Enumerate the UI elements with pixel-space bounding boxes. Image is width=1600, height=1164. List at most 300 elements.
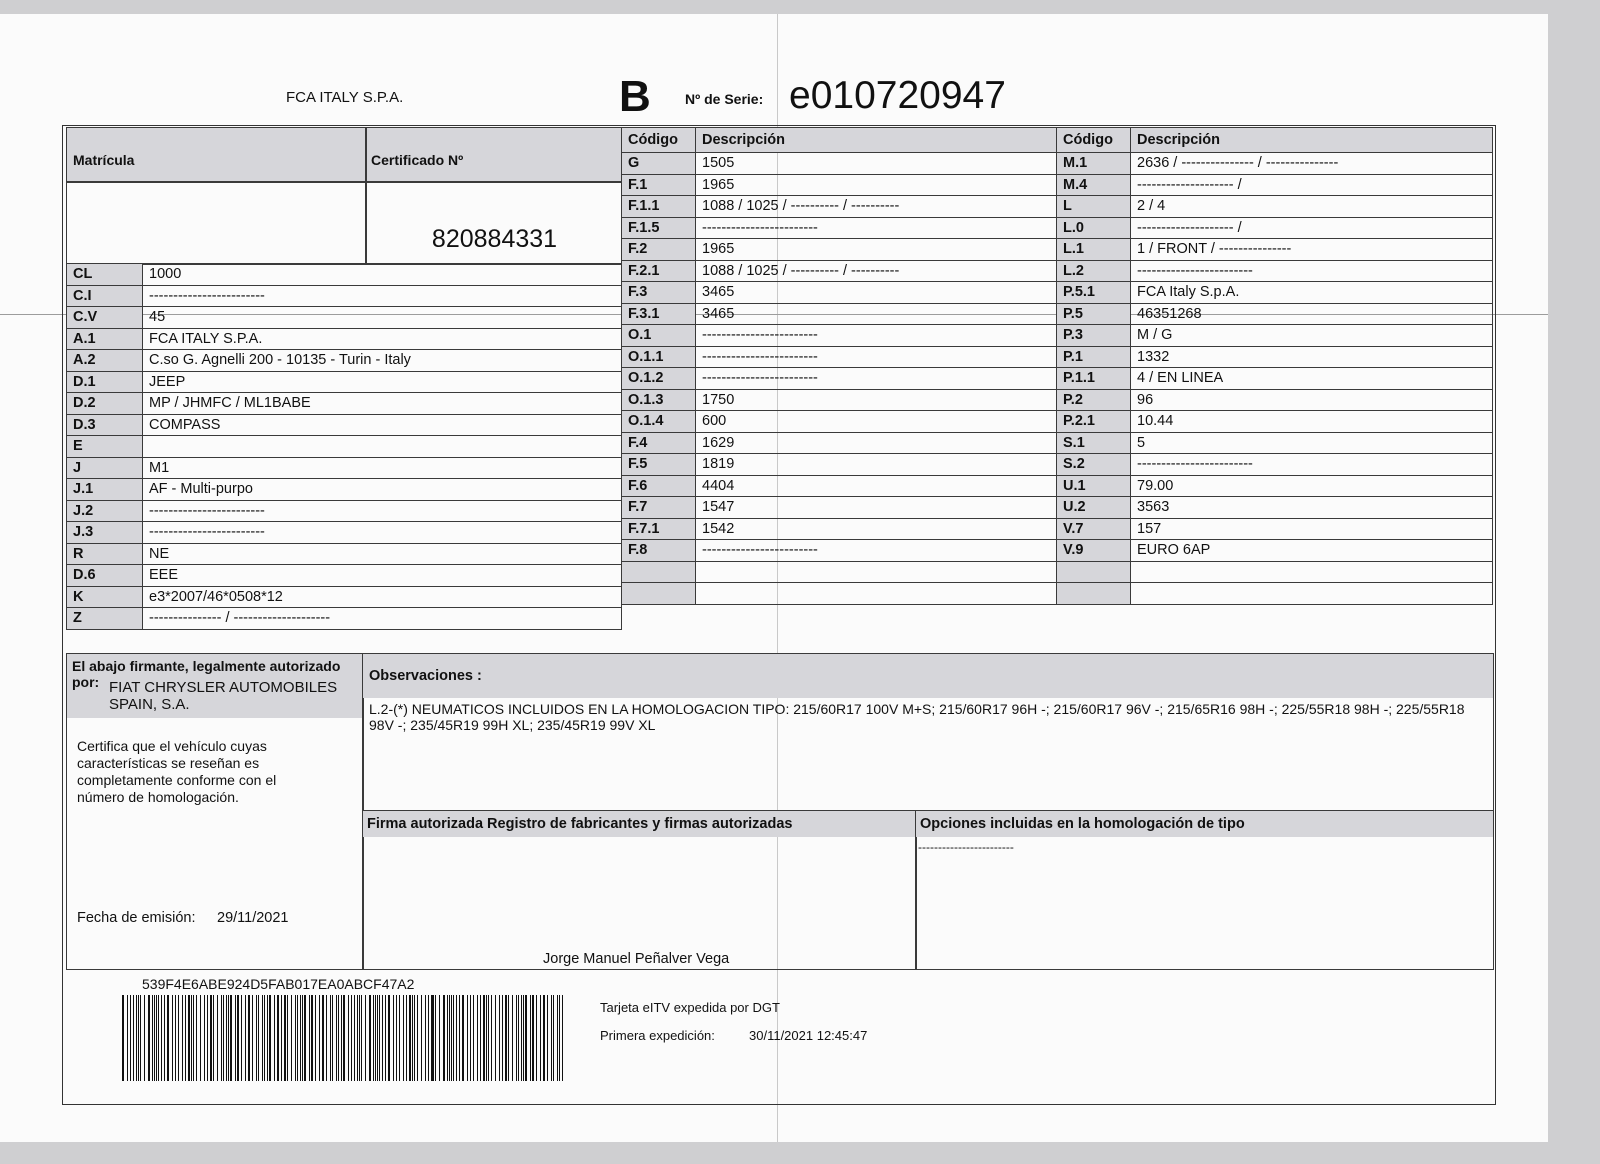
barcode-bar xyxy=(523,995,524,1081)
barcode-bar xyxy=(230,995,231,1081)
firma-name: Jorge Manuel Peñalver Vega xyxy=(543,951,730,967)
barcode-bar xyxy=(154,995,155,1081)
barcode-bar xyxy=(217,995,218,1081)
opciones-label: Opciones incluidas en la homologación de tipo xyxy=(920,816,1245,832)
mid-value-cell: 3465 xyxy=(696,282,1057,304)
left-code-cell: D.1 xyxy=(67,371,143,393)
mid-value-cell: 1542 xyxy=(696,518,1057,540)
barcode-bar xyxy=(495,995,496,1081)
right-value-cell: 2 / 4 xyxy=(1131,196,1493,218)
barcode-bar xyxy=(256,995,257,1081)
right-row xyxy=(1057,260,1493,282)
left-value-cell: COMPASS xyxy=(143,414,622,436)
barcode-bar xyxy=(502,995,503,1081)
mid-row xyxy=(622,303,1057,325)
right-code-cell: V.9 xyxy=(1057,540,1131,562)
left-value-cell: NE xyxy=(143,543,622,565)
right-value-cell: 10.44 xyxy=(1131,411,1493,433)
barcode-bar xyxy=(191,995,192,1081)
barcode-bar xyxy=(207,995,208,1081)
mid-row xyxy=(622,239,1057,261)
barcode-bar xyxy=(428,995,429,1081)
left-code-cell: J.3 xyxy=(67,522,143,544)
barcode-bar xyxy=(149,995,150,1081)
right-code-cell xyxy=(1057,561,1131,583)
barcode-bar xyxy=(488,995,489,1081)
left-code-cell: D.2 xyxy=(67,393,143,415)
barcode-bar xyxy=(432,995,433,1081)
barcode-bar xyxy=(365,995,366,1081)
barcode-bar xyxy=(343,995,345,1081)
left-code-cell: A.1 xyxy=(67,328,143,350)
right-code-cell: P.5 xyxy=(1057,303,1131,325)
barcode-bar xyxy=(144,995,145,1081)
mid-row xyxy=(622,583,1057,605)
barcode xyxy=(122,995,565,1081)
left-code-cell: Z xyxy=(67,608,143,630)
firma-label: Firma autorizada Registro de fabricantes y firmas autorizadas xyxy=(367,816,793,832)
left-code-cell: D.3 xyxy=(67,414,143,436)
right-code-cell: V.7 xyxy=(1057,518,1131,540)
mid-code-cell: F.2 xyxy=(622,239,696,261)
barcode-bar xyxy=(477,995,478,1081)
barcode-bar xyxy=(248,995,250,1081)
barcode-bar xyxy=(330,995,331,1081)
mid-code-cell: F.3.1 xyxy=(622,303,696,325)
mid-code-cell: O.1 xyxy=(622,325,696,347)
left-code-cell: C.V xyxy=(67,307,143,329)
barcode-bar xyxy=(332,995,333,1081)
left-row xyxy=(67,285,622,307)
barcode-bar xyxy=(406,995,407,1081)
mid-value-cell: 1629 xyxy=(696,432,1057,454)
right-code-cell xyxy=(1057,583,1131,605)
barcode-bar xyxy=(521,995,522,1081)
barcode-bar xyxy=(338,995,339,1081)
right-code-cell: S.2 xyxy=(1057,454,1131,476)
barcode-bar xyxy=(444,995,445,1081)
mid-value-cell: 3465 xyxy=(696,303,1057,325)
mid-code-cell: F.2.1 xyxy=(622,260,696,282)
right-code-cell: L xyxy=(1057,196,1131,218)
mid-value-cell: 1547 xyxy=(696,497,1057,519)
matricula-label: Matrícula xyxy=(73,152,135,168)
barcode-bar xyxy=(388,995,390,1081)
barcode-bar xyxy=(425,995,426,1081)
mid-row xyxy=(622,475,1057,497)
barcode-bar xyxy=(200,995,201,1081)
opciones-value: ------------------------ xyxy=(918,840,1014,854)
barcode-bar xyxy=(553,995,554,1081)
barcode-bar xyxy=(140,995,141,1081)
mid-value-cell: 1965 xyxy=(696,174,1057,196)
mid-row xyxy=(622,454,1057,476)
issuer-name: FCA ITALY S.P.A. xyxy=(286,89,404,106)
right-value-cell: ------------------------ xyxy=(1131,260,1493,282)
opciones-box xyxy=(915,810,1494,970)
right-code-cell: L.1 xyxy=(1057,239,1131,261)
left-code-cell: C.I xyxy=(67,285,143,307)
mid-value-cell: ------------------------ xyxy=(696,325,1057,347)
left-value-cell: e3*2007/46*0508*12 xyxy=(143,586,622,608)
right-row xyxy=(1057,583,1493,605)
barcode-bar xyxy=(172,995,173,1081)
right-row xyxy=(1057,325,1493,347)
right-value-cell: FCA Italy S.p.A. xyxy=(1131,282,1493,304)
left-row xyxy=(67,436,622,458)
observaciones-label: Observaciones : xyxy=(369,668,482,684)
right-code-cell: U.2 xyxy=(1057,497,1131,519)
mid-row xyxy=(622,518,1057,540)
barcode-bar xyxy=(245,995,246,1081)
right-code-cell: S.1 xyxy=(1057,432,1131,454)
barcode-bar xyxy=(226,995,227,1081)
barcode-bar xyxy=(204,995,205,1081)
right-code-cell: P.2 xyxy=(1057,389,1131,411)
barcode-bar xyxy=(300,995,301,1081)
barcode-bar xyxy=(274,995,275,1081)
mid-code-cell: F.1.5 xyxy=(622,217,696,239)
mid-row xyxy=(622,282,1057,304)
barcode-bar xyxy=(341,995,342,1081)
left-row xyxy=(67,565,622,587)
left-code-cell: D.6 xyxy=(67,565,143,587)
barcode-bar xyxy=(136,995,137,1081)
barcode-bar xyxy=(319,995,320,1081)
left-row xyxy=(67,328,622,350)
left-value-cell xyxy=(143,436,622,458)
mid-row xyxy=(622,411,1057,433)
barcode-bar xyxy=(512,995,513,1081)
barcode-bar xyxy=(379,995,380,1081)
barcode-bar xyxy=(459,995,461,1081)
firma-box xyxy=(362,810,917,970)
barcode-bar xyxy=(188,995,190,1081)
left-code-cell: A.2 xyxy=(67,350,143,372)
barcode-bar xyxy=(449,995,450,1081)
left-value-cell: FCA ITALY S.P.A. xyxy=(143,328,622,350)
barcode-bar xyxy=(213,995,214,1081)
right-row xyxy=(1057,454,1493,476)
barcode-bar xyxy=(354,995,355,1081)
barcode-bar xyxy=(382,995,383,1081)
right-code-cell: L.0 xyxy=(1057,217,1131,239)
barcode-bar xyxy=(443,995,444,1081)
barcode-bar xyxy=(138,995,139,1081)
barcode-bar xyxy=(357,995,358,1081)
mid-row xyxy=(622,540,1057,562)
barcode-bar xyxy=(297,995,298,1081)
mid-value-cell: 1965 xyxy=(696,239,1057,261)
barcode-bar xyxy=(543,995,545,1081)
mid-code-cell: G xyxy=(622,153,696,175)
barcode-bar xyxy=(252,995,253,1081)
barcode-bar xyxy=(231,995,232,1081)
certificado-number: 820884331 xyxy=(431,225,558,253)
barcode-bar xyxy=(262,995,264,1081)
right-code-cell: P.2.1 xyxy=(1057,411,1131,433)
left-row xyxy=(67,350,622,372)
barcode-bar xyxy=(235,995,236,1081)
barcode-bar xyxy=(322,995,324,1081)
barcode-bar xyxy=(269,995,271,1081)
right-row xyxy=(1057,368,1493,390)
barcode-bar xyxy=(285,995,286,1081)
left-value-cell: ------------------------ xyxy=(143,500,622,522)
barcode-bar xyxy=(311,995,313,1081)
right-row xyxy=(1057,153,1493,175)
tarjeta-text: Tarjeta eITV expedida por DGT xyxy=(600,1000,780,1015)
mid-value-cell: ------------------------ xyxy=(696,217,1057,239)
right-value-cell: -------------------- / xyxy=(1131,217,1493,239)
right-value-cell: 1 / FRONT / --------------- xyxy=(1131,239,1493,261)
barcode-bar xyxy=(421,995,422,1081)
right-value-cell: EURO 6AP xyxy=(1131,540,1493,562)
right-row xyxy=(1057,497,1493,519)
primera-expedicion-value: 30/11/2021 12:45:47 xyxy=(749,1028,868,1043)
mid-code-cell: F.3 xyxy=(622,282,696,304)
right-value-cell: -------------------- / xyxy=(1131,174,1493,196)
right-code-header: Código xyxy=(1057,128,1131,153)
barcode-bar xyxy=(221,995,222,1081)
barcode-bar xyxy=(451,995,452,1081)
barcode-bar xyxy=(264,995,265,1081)
observaciones-text: L.2-(*) NEUMATICOS INCLUIDOS EN LA HOMOLOGACION TIPO: 215/60R17 100V M+S; 215/60R17 96H -; 215/60R17 96V -; 215/65R16 98H -; 225/55R18 98H -; 225/55R18 98V -; 235/45R19 99H XL; 235/45R19 99V XL xyxy=(369,701,1465,733)
barcode-bar xyxy=(210,995,211,1081)
mid-value-cell: 1505 xyxy=(696,153,1057,175)
barcode-bar xyxy=(369,995,370,1081)
fecha-emision-label: Fecha de emisión: xyxy=(77,910,196,926)
barcode-bar xyxy=(361,995,362,1081)
mid-value-cell: 1750 xyxy=(696,389,1057,411)
left-code-cell: J xyxy=(67,457,143,479)
barcode-bar xyxy=(393,995,394,1081)
left-row xyxy=(67,457,622,479)
category-letter: B xyxy=(619,72,651,121)
mid-code-cell: F.7.1 xyxy=(622,518,696,540)
right-value-cell: 157 xyxy=(1131,518,1493,540)
barcode-bar xyxy=(148,995,149,1081)
barcode-bar xyxy=(164,995,166,1081)
left-value-cell: AF - Multi-purpo xyxy=(143,479,622,501)
left-code-cell: CL xyxy=(67,264,143,286)
mid-code-cell: O.1.1 xyxy=(622,346,696,368)
mid-row xyxy=(622,325,1057,347)
left-row xyxy=(67,500,622,522)
left-value-cell: M1 xyxy=(143,457,622,479)
right-row xyxy=(1057,217,1493,239)
document-hash: 539F4E6ABE924D5FAB017EA0ABCF47A2 xyxy=(142,976,415,992)
right-code-cell: P.3 xyxy=(1057,325,1131,347)
mid-value-cell: ------------------------ xyxy=(696,368,1057,390)
barcode-bar xyxy=(175,995,177,1081)
barcode-bar xyxy=(385,995,387,1081)
certificado-label: Certificado Nº xyxy=(371,152,464,168)
left-row xyxy=(67,522,622,544)
right-value-cell: 2636 / --------------- / --------------- xyxy=(1131,153,1493,175)
barcode-bar xyxy=(370,995,371,1081)
left-code-cell: J.2 xyxy=(67,500,143,522)
barcode-bar xyxy=(211,995,212,1081)
left-code-cell: K xyxy=(67,586,143,608)
barcode-bar xyxy=(559,995,560,1081)
right-row xyxy=(1057,518,1493,540)
left-row xyxy=(67,414,622,436)
serie-number: e010720947 xyxy=(789,74,1006,117)
serie-label: Nº de Serie: xyxy=(685,91,764,107)
left-row xyxy=(67,479,622,501)
barcode-bar xyxy=(284,995,285,1081)
right-row xyxy=(1057,475,1493,497)
barcode-bar xyxy=(182,995,183,1081)
mid-value-cell: ------------------------ xyxy=(696,540,1057,562)
barcode-bar xyxy=(267,995,268,1081)
barcode-bar xyxy=(351,995,352,1081)
signer-certifies-text: Certifica que el vehículo cuyas características se reseñan es completamente conforme con el número de homologación. xyxy=(77,738,277,805)
barcode-bar xyxy=(223,995,224,1081)
left-value-cell: EEE xyxy=(143,565,622,587)
mid-row xyxy=(622,174,1057,196)
mid-code-cell: F.7 xyxy=(622,497,696,519)
barcode-bar xyxy=(491,995,493,1081)
barcode-bar xyxy=(336,995,338,1081)
barcode-bar xyxy=(167,995,169,1081)
barcode-bar xyxy=(193,995,194,1081)
left-row xyxy=(67,371,622,393)
left-value-cell: MP / JHMFC / ML1BABE xyxy=(143,393,622,415)
barcode-bar xyxy=(518,995,519,1081)
barcode-bar xyxy=(414,995,415,1081)
mid-row xyxy=(622,432,1057,454)
barcode-bar xyxy=(309,995,310,1081)
barcode-bar xyxy=(562,995,563,1081)
right-row xyxy=(1057,196,1493,218)
primera-expedicion-label: Primera expedición: xyxy=(600,1028,715,1043)
right-row xyxy=(1057,282,1493,304)
barcode-bar xyxy=(237,995,239,1081)
barcode-bar xyxy=(530,995,531,1081)
barcode-bar xyxy=(127,995,128,1081)
barcode-bar xyxy=(291,995,292,1081)
barcode-bar xyxy=(161,995,162,1081)
left-row xyxy=(67,307,622,329)
document-sheet xyxy=(0,14,1548,1142)
mid-row xyxy=(622,389,1057,411)
left-value-cell: C.so G. Agnelli 200 - 10135 - Turin - Italy xyxy=(143,350,622,372)
mid-value-cell: 1088 / 1025 / ---------- / ---------- xyxy=(696,196,1057,218)
barcode-bar xyxy=(152,995,153,1081)
right-value-cell: M / G xyxy=(1131,325,1493,347)
left-code-cell: J.1 xyxy=(67,479,143,501)
barcode-bar xyxy=(133,995,134,1081)
left-value-cell: ------------------------ xyxy=(143,285,622,307)
signer-name-line1: FIAT CHRYSLER AUTOMOBILES xyxy=(109,679,338,696)
barcode-bar xyxy=(447,995,448,1081)
mid-value-cell xyxy=(696,561,1057,583)
registration-header xyxy=(67,128,622,181)
barcode-bar xyxy=(480,995,481,1081)
barcode-bar xyxy=(287,995,288,1081)
mid-row xyxy=(622,346,1057,368)
barcode-bar xyxy=(359,995,360,1081)
mid-row xyxy=(622,153,1057,175)
barcode-bar xyxy=(417,995,419,1081)
barcode-bar xyxy=(258,995,259,1081)
mid-row xyxy=(622,561,1057,583)
barcode-bar xyxy=(409,995,411,1081)
left-code-cell: E xyxy=(67,436,143,458)
right-value-cell: ------------------------ xyxy=(1131,454,1493,476)
right-value-cell xyxy=(1131,583,1493,605)
mid-code-header: Código xyxy=(622,128,696,153)
barcode-bar xyxy=(130,995,131,1081)
barcode-bar xyxy=(540,995,541,1081)
barcode-bar xyxy=(377,995,378,1081)
barcode-bar xyxy=(295,995,296,1081)
barcode-bar xyxy=(435,995,436,1081)
observaciones-box xyxy=(362,653,1494,812)
barcode-bar xyxy=(525,995,526,1081)
barcode-bar xyxy=(516,995,517,1081)
signer-name-line2: SPAIN, S.A. xyxy=(109,696,190,713)
right-value-cell: 5 xyxy=(1131,432,1493,454)
mid-code-cell: F.4 xyxy=(622,432,696,454)
barcode-bar xyxy=(506,995,507,1081)
barcode-bar xyxy=(373,995,374,1081)
right-row xyxy=(1057,411,1493,433)
left-row xyxy=(67,608,622,630)
barcode-bar xyxy=(281,995,282,1081)
fecha-emision-value: 29/11/2021 xyxy=(217,910,289,926)
barcode-bar xyxy=(185,995,186,1081)
barcode-bar xyxy=(228,995,229,1081)
mid-code-cell: F.1.1 xyxy=(622,196,696,218)
right-code-cell: U.1 xyxy=(1057,475,1131,497)
left-value-cell: --------------- / -------------------- xyxy=(143,608,622,630)
right-desc-header: Descripción xyxy=(1131,128,1493,153)
right-row xyxy=(1057,432,1493,454)
mid-value-cell: 1819 xyxy=(696,454,1057,476)
barcode-bar xyxy=(431,995,432,1081)
mid-row xyxy=(622,217,1057,239)
barcode-bar xyxy=(483,995,485,1081)
barcode-bar xyxy=(348,995,349,1081)
barcode-bar xyxy=(396,995,398,1081)
barcode-bar xyxy=(439,995,440,1081)
right-row xyxy=(1057,389,1493,411)
mid-desc-header: Descripción xyxy=(696,128,1057,153)
mid-code-cell: O.1.4 xyxy=(622,411,696,433)
left-row xyxy=(67,586,622,608)
mid-row xyxy=(622,497,1057,519)
mid-code-cell: F.6 xyxy=(622,475,696,497)
barcode-bar xyxy=(551,995,552,1081)
right-row xyxy=(1057,346,1493,368)
barcode-bar xyxy=(508,995,509,1081)
left-value-cell: JEEP xyxy=(143,371,622,393)
right-row xyxy=(1057,303,1493,325)
mid-code-cell: O.1.2 xyxy=(622,368,696,390)
left-value-cell: ------------------------ xyxy=(143,522,622,544)
right-value-cell: 96 xyxy=(1131,389,1493,411)
barcode-bar xyxy=(412,995,413,1081)
barcode-bar xyxy=(499,995,500,1081)
mid-code-cell: F.1 xyxy=(622,174,696,196)
barcode-bar xyxy=(462,995,464,1081)
barcode-bar xyxy=(196,995,198,1081)
barcode-bar xyxy=(277,995,278,1081)
mid-value-cell: 600 xyxy=(696,411,1057,433)
